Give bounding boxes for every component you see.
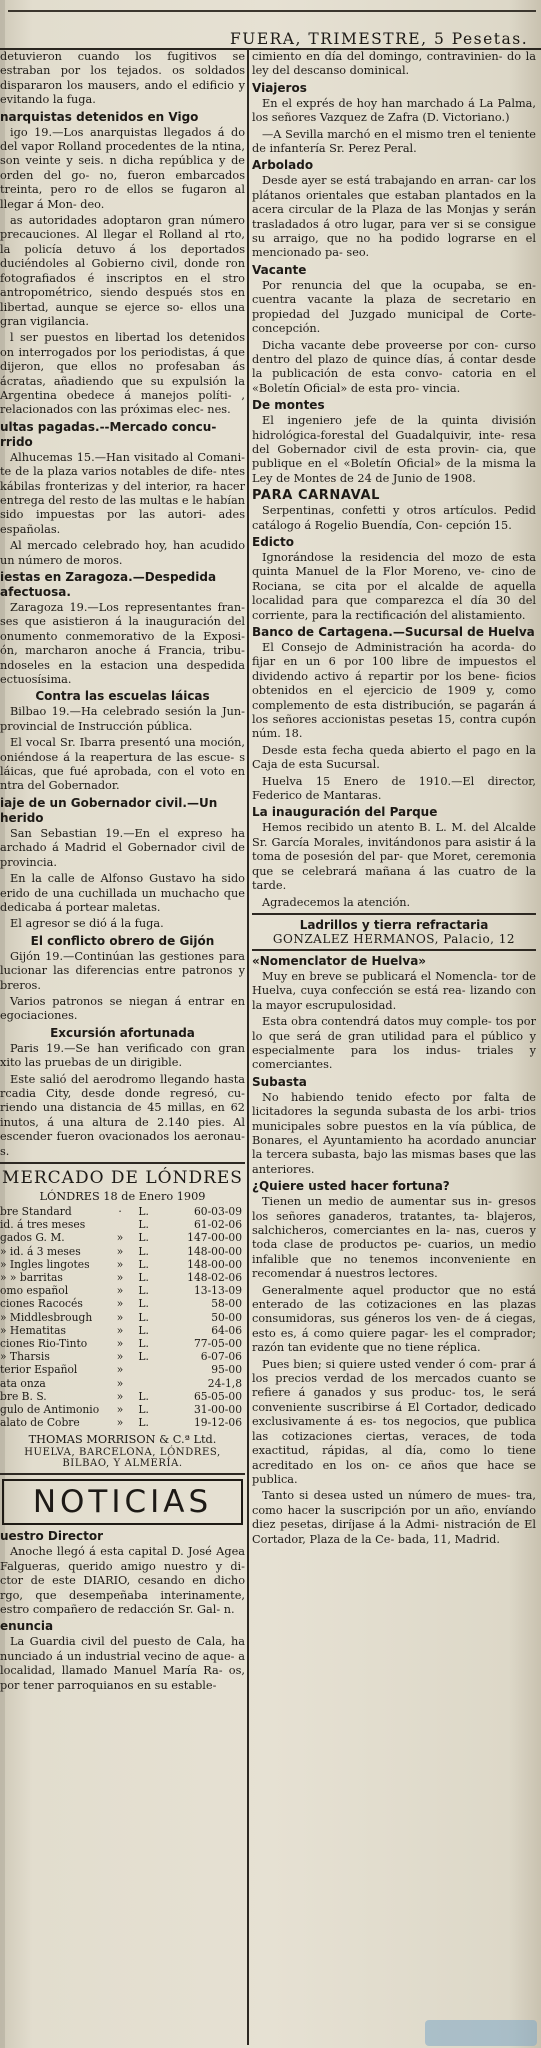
market-row-label: » Tharsis <box>0 1350 50 1364</box>
viajeros-heading: Viajeros <box>252 80 307 95</box>
subscription-price: FUERA, TRIMESTRE, 5 Pesetas. <box>230 30 529 48</box>
edicto-heading: Edicto <box>252 534 294 549</box>
market-row-label: gados G. M. <box>0 1231 65 1245</box>
market-table <box>0 1205 245 1429</box>
ad-ladrillos: Ladrillos y tierra refractaria <box>299 917 489 932</box>
viaje-paragraph-3: El agresor se dió á la fuga. <box>10 917 164 931</box>
market-row-label: ciones Rio-Tinto <box>0 1337 88 1351</box>
nomenclator-paragraph-2: Esta obra contendrá datos muy comple- tos por lo que será de gran utilidad para el público y especialmente para los indus- triales y comerciantes. <box>252 1015 536 1072</box>
right-column <box>252 50 536 2045</box>
conflicto-heading: El conflicto obrero de Gijón <box>30 933 215 948</box>
market-row <box>0 1245 245 1258</box>
market-row-marker: » <box>116 1231 124 1245</box>
market-row-label: omo español <box>0 1284 69 1298</box>
fiestas-paragraph: Zaragoza 19.—Los representantes fran- ses que asistieron á la inauguración del onumento conmemorativo de la Exposi- ón, marcharon anoche á Francia, tribu- ndoseles en la estacion una despedida ectuosísima. <box>0 601 245 687</box>
market-row-currency: L. <box>138 1416 149 1430</box>
market-row-value: 6-07-06 <box>200 1350 242 1364</box>
market-row <box>0 1403 245 1416</box>
market-row-marker: » <box>116 1403 124 1417</box>
arbolado-paragraph: Desde ayer se está trabajando en arran- car los plátanos orientales que estaban plantados en la acera circular de la Plaza de las Monjas y serán trasladados á otro lugar, para ver si se consigue su arraigo, que no ha podido lograrse en el mencionado pa- seo. <box>252 174 536 260</box>
parque-paragraph-1: Hemos recibido un atento B. L. M. del Alcalde Sr. García Morales, invitándonos para asistir á la toma de posesión del par- que Moret, ceremonia que se celebrará mañana á las cuatro de la tarde. <box>252 821 536 893</box>
anarquistas-paragraph-1: igo 19.—Los anarquistas llegados á do del vapor Rolland procedentes de la ntina, son veinte y seis. n dicha república y de orden del go- no, fueron embarcados treinta, pero ro de ellos se fugaron al llegar á Mon- deo. <box>0 125 245 211</box>
market-row-label: alato de Cobre <box>0 1416 80 1430</box>
denuncia-heading: enuncia <box>0 1619 54 1634</box>
market-row <box>0 1337 245 1350</box>
market-row <box>0 1363 245 1376</box>
market-row-value: 13-13-09 <box>193 1284 242 1298</box>
anarquistas-paragraph-3: l ser puestos en libertad los detenidos on interrogados por los periodistas, á que dijeron, que ellos no profesaban ás ácratas, añadiendo que su expulsión la Argentina obedece á manejos políti- , relacionados con las próximas elec- nes. <box>0 331 245 417</box>
market-row-currency: L. <box>138 1271 149 1285</box>
market-row <box>0 1350 245 1363</box>
market-row-marker: » <box>116 1337 124 1351</box>
market-row-currency: L. <box>138 1337 149 1351</box>
viajeros-paragraph-1: En el exprés de hoy han marchado á La Palma, los señores Vazquez de Zafra (D. Victoriano.) <box>252 96 536 125</box>
market-row-marker: » <box>116 1244 124 1258</box>
market-row-label: » Ingles lingotes <box>0 1257 90 1271</box>
viaje-paragraph-1: San Sebastian 19.—En el expreso ha archado á Madrid el Gobernador civil de provincia. <box>0 826 245 869</box>
director-paragraph: Anoche llegó á esta capital D. José Agea Falgueras, querido amigo nuestro y di- ctor de este DIARIO, cesando en dicho rgo, que desempeñaba interinamente, estro compañero de redacción Sr. Gal- n. <box>0 1545 245 1617</box>
market-row-marker: » <box>116 1323 124 1337</box>
ad-top-rule <box>252 913 536 915</box>
market-row-marker: » <box>116 1271 124 1285</box>
market-row-value: 24-1,8 <box>207 1376 242 1390</box>
market-row-value: 95-00 <box>211 1363 242 1377</box>
escuelas-paragraph-1: Bilbao 19.—Ha celebrado sesión la Jun- provincial de Instrucción pública. <box>0 705 245 733</box>
multas-paragraph-1: Alhucemas 15.—Han visitado al Comani- te de la plaza varios notables de dife- ntes kábilas fronterizas y del interior, ra hacer entrega del resto de las multas e le habían sido impuestas por las autori- ades españolas. <box>0 450 245 536</box>
market-row-value: 19-12-06 <box>193 1416 242 1430</box>
left-column <box>0 50 245 2045</box>
market-row-currency: L. <box>138 1403 149 1417</box>
ad-gonzalez: GONZALEZ HERMANOS, Palacio, 12 <box>272 931 516 946</box>
viajeros-paragraph-2: —A Sevilla marchó en el mismo tren el teniente de infantería Sr. Perez Peral. <box>252 127 536 156</box>
fortuna-paragraph-4: Tanto si desea usted un número de mues- tra, como hacer la suscripción por un año, envíando diez pesetas, diríjase á la Admi- nistración de El Cortador, Plaza de la Ce- bada, 11, Madrid. <box>252 1489 536 1546</box>
market-row-label: » id. á 3 meses <box>0 1244 81 1258</box>
market-row-currency: L. <box>138 1257 149 1271</box>
market-row-marker: » <box>116 1416 124 1430</box>
archive-stamp <box>425 2020 537 2046</box>
market-row-value: 148-00-00 <box>187 1257 242 1271</box>
conflicto-paragraph-1: Gijón 19.—Continúan las gestiones para lucionar las diferencias entre patronos y breros. <box>0 949 245 992</box>
market-row <box>0 1377 245 1390</box>
director-heading: uestro Director <box>0 1529 104 1544</box>
market-row <box>0 1218 245 1231</box>
market-row-value: 64-06 <box>211 1323 242 1337</box>
market-date: LÓNDRES 18 de Enero 1909 <box>39 1190 206 1203</box>
montes-heading: De montes <box>252 398 325 413</box>
right-intro-paragraph: cimiento en día del domingo, contravinien- do la ley del descanso dominical. <box>252 50 536 78</box>
multas-heading: ultas pagadas.--Mercado concu- rrido <box>0 419 217 449</box>
market-row-value: 147-00-00 <box>187 1231 242 1245</box>
excursion-paragraph-1: Paris 19.—Se han verificado con gran xito las pruebas de un dirigible. <box>0 1041 245 1070</box>
masthead-rule <box>8 10 536 12</box>
left-intro-paragraph: detuvieron cuando los fugitivos se estraban por los tejados. os soldados dispararon los mausers, ando el edificio y evitando la fuga. <box>0 50 245 107</box>
viaje-heading: iaje de un Gobernador civil.—Un herido <box>0 795 218 825</box>
fortuna-paragraph-2: Generalmente aquel productor que no está enterado de las cotizaciones en las plazas consumidoras, sus géneros los ven- de á ciegas, esto es, á como quiere pagar- les el comprador; razón tan evidente que no tiene réplica. <box>252 1283 536 1355</box>
anarquistas-paragraph-2: as autoridades adoptaron gran número precauciones. Al llegar el Rolland al rto, la policía detuvo á los deportados duciéndoles al Gobierno civil, donde ron fotografiados é inscriptos en el stro antropométrico, siendo después stos en libertad, aunque se ejerce so- ellos una gran vigilancia. <box>0 214 245 328</box>
market-row <box>0 1324 245 1337</box>
excursion-paragraph-2: Este salió del aerodromo llegando hasta rcadia City, desde donde regresó, cu- riendo una distancia de 45 millas, en 62 inutos, á una altura de 2.140 pies. Al escender fueron ovacionados los aeronau- s. <box>0 1072 245 1158</box>
market-row-label: gulo de Antimonio <box>0 1403 100 1417</box>
market-row-currency <box>127 1363 152 1376</box>
noticias-header: NOTICIAS <box>2 1479 243 1525</box>
market-row-marker <box>113 1218 128 1231</box>
market-row-currency: L. <box>138 1244 149 1258</box>
market-row <box>0 1284 245 1297</box>
vacante-heading: Vacante <box>252 262 307 277</box>
market-row-label: » Hematitas <box>0 1323 66 1337</box>
market-row-value: 60-03-09 <box>193 1205 242 1218</box>
market-row <box>0 1258 245 1271</box>
multas-paragraph-2: Al mercado celebrado hoy, han acudido un número de moros. <box>0 539 245 567</box>
subasta-heading: Subasta <box>252 1074 307 1089</box>
edicto-paragraph: Ignorándose la residencia del mozo de esta quinta Manuel de la Flor Moreno, ve- cino de Rociana, se cita por el alcalde de aquella localidad para que comparezca el día 30 del corriente, para la rectificación del alistamiento. <box>252 550 536 622</box>
montes-paragraph: El ingeniero jefe de la quinta división hidrológica-forestal del Guadalquivir, inte- resa del Gobernador civil de esta provin- cia, que publique en el «Boletín Oficial» de la misma la Ley de Montes de 24 de Junio de 1908. <box>252 414 536 485</box>
market-company: THOMAS MORRISON & C.ª Ltd. <box>28 1433 217 1447</box>
fortuna-paragraph-3: Pues bien; si quiere usted vender ó com- prar á los precios verdad de los mercados cuanto se refiere á ganados y sus produc- tos, le será conveniente suscribirse á El Cortador, dedicado exclusivamente á es- tos negocios, que publica las cotizaciones ciertas, veraces, de toda exactitud, rápidas, al día, como lo tiene acreditado en los on- ce años que hace se publica. <box>252 1357 536 1486</box>
market-row-currency: L. <box>138 1284 149 1298</box>
market-row-currency: L. <box>138 1205 149 1218</box>
market-title: MERCADO DE LÓNDRES <box>2 1168 243 1188</box>
market-row-value: 50-00 <box>211 1310 242 1324</box>
market-row-marker: » <box>116 1376 124 1390</box>
market-row-currency: L. <box>138 1350 149 1364</box>
market-row-value: 148-00-00 <box>187 1244 242 1258</box>
parque-heading: La inauguración del Parque <box>252 805 438 820</box>
market-row <box>0 1205 245 1218</box>
market-row-label: bre Standard <box>0 1205 72 1218</box>
market-row-label: ciones Racocés <box>0 1297 83 1311</box>
nomenclator-paragraph-1: Muy en breve se publicará el Nomencla- tor de Huelva, cuya confección se está rea- lizando con la mayor escrupulosidad. <box>252 969 536 1012</box>
market-row-label: terior Español <box>0 1363 78 1377</box>
arbolado-heading: Arbolado <box>252 158 314 173</box>
subasta-paragraph: No habiendo tenido efecto por falta de licitadores la segunda subasta de los arbi- trios municipales sobre puestos en la vía pública, de Bonares, el Ayuntamiento ha acordado anunciar la tercera subasta, bajo las mismas bases que las anteriores. <box>252 1090 536 1176</box>
excursion-heading: Excursión afortunada <box>50 1025 195 1040</box>
market-row-value: 65-05-00 <box>193 1389 242 1403</box>
market-row-currency: L. <box>138 1218 149 1232</box>
market-row-label: » Middlesbrough <box>0 1310 93 1324</box>
market-bottom-rule <box>0 1473 245 1475</box>
market-row-label: id. á tres meses <box>0 1218 86 1232</box>
market-row-value: 77-05-00 <box>193 1337 242 1351</box>
nomenclator-heading: «Nomenclator de Huelva» <box>252 953 427 968</box>
anarquistas-heading: narquistas detenidos en Vigo <box>0 109 199 124</box>
market-row-label: ata onza <box>0 1376 46 1390</box>
market-row <box>0 1390 245 1403</box>
escuelas-heading: Contra las escuelas láicas <box>35 689 210 704</box>
market-cities: HUELVA, BARCELONA, LÓNDRES, BILBAO, Y ALMERÍA. <box>24 1447 221 1470</box>
column-divider <box>247 50 249 2045</box>
conflicto-paragraph-2: Varios patronos se niegan á entrar en egociaciones. <box>0 994 245 1023</box>
market-row-currency: L. <box>138 1323 149 1337</box>
masthead-strip <box>0 0 541 50</box>
viaje-paragraph-2: En la calle de Alfonso Gustavo ha sido erido de una cuchillada un muchacho que dedicaba á portear maletas. <box>0 872 245 914</box>
market-row-label: » » barritas <box>0 1271 63 1285</box>
banco-paragraph-3: Huelva 15 Enero de 1910.—El director, Federico de Mantaras. <box>252 774 536 803</box>
market-row-value: 58-00 <box>211 1297 242 1311</box>
parque-paragraph-2: Agradecemos la atención. <box>262 895 411 909</box>
market-row-marker: » <box>116 1284 124 1298</box>
market-row-value: 31-00-00 <box>193 1403 242 1417</box>
ad-bottom-rule <box>252 949 536 951</box>
banco-paragraph-2: Desde esta fecha queda abierto el pago en la Caja de esta Sucursal. <box>252 743 536 772</box>
market-row-marker: · <box>118 1205 122 1218</box>
banco-paragraph-1: El Consejo de Administración ha acorda- do fijar en un 6 por 100 libre de impuestos el dividendo activo á repartir por los bene- ficios obtenidos en el ejercicio de 1909 y, como complemento de esta distribución, se pagarán á los señores accionistas pesetas 15, contra cupón núm. 18. <box>252 641 536 741</box>
market-row-value: 61-02-06 <box>193 1218 242 1232</box>
market-top-rule <box>0 1162 245 1164</box>
market-row-currency: L. <box>138 1297 149 1311</box>
carnaval-paragraph: Serpentinas, confetti y otros artículos. Pedid catálogo á Rogelio Buendía, Con- cepción 15. <box>252 504 536 532</box>
fiestas-heading: iestas en Zaragoza.—Despedida afectuosa. <box>0 570 217 599</box>
market-row <box>0 1271 245 1284</box>
market-row-marker: » <box>116 1310 124 1324</box>
vacante-paragraph-1: Por renuncia del que la ocupaba, se en- cuentra vacante la plaza de secretario en propiedad del Juzgado municipal de Corte- concepción. <box>252 278 536 336</box>
market-table-body <box>0 1205 245 1429</box>
market-row <box>0 1231 245 1244</box>
banco-heading: Banco de Cartagena.—Sucursal de Huelva <box>252 625 535 639</box>
vacante-paragraph-2: Dicha vacante debe proveerse por con- curso dentro del plazo de quince días, á contar desde la publicación de esta convo- catoria en el «Boletín Oficial» de esta pro- vincia. <box>252 338 536 395</box>
market-row-currency: L. <box>138 1310 149 1324</box>
market-row-marker: » <box>116 1389 124 1403</box>
market-row-marker: » <box>116 1297 124 1311</box>
market-row-label: bre B. S. <box>0 1389 47 1403</box>
market-row-marker: » <box>116 1350 124 1364</box>
market-row-currency <box>127 1377 152 1390</box>
fortuna-heading: ¿Quiere usted hacer fortuna? <box>252 1179 450 1194</box>
market-row <box>0 1416 245 1429</box>
market-row <box>0 1297 245 1310</box>
market-row-currency: L. <box>138 1231 149 1245</box>
market-row-value: 148-02-06 <box>187 1271 242 1285</box>
market-row-currency: L. <box>138 1389 149 1403</box>
market-row <box>0 1311 245 1324</box>
denuncia-paragraph: La Guardia civil del puesto de Cala, ha nunciado á un industrial vecino de aque- a localidad, llamado Manuel María Ra- os, por tener parroquianos en su estable- <box>0 1635 245 1692</box>
escuelas-paragraph-2: El vocal Sr. Ibarra presentó una moción, oniéndose á la reapertura de las escue- s láicas, que fué aprobada, con el voto en ntra del Gobernador. <box>0 736 245 793</box>
market-row-marker: » <box>116 1257 124 1271</box>
market-row-marker: » <box>116 1363 124 1377</box>
carnaval-heading: PARA CARNAVAL <box>252 488 380 504</box>
fortuna-paragraph-1: Tienen un medio de aumentar sus in- gresos los señores ganaderos, tratantes, ta- blajeros, salchicheros, comerciantes en la- nas, cueros y toda clase de productos pe- cuarios, un medio infalible que no tenemos inconveniente en recomendar á nuestros lectores. <box>252 1195 536 1281</box>
